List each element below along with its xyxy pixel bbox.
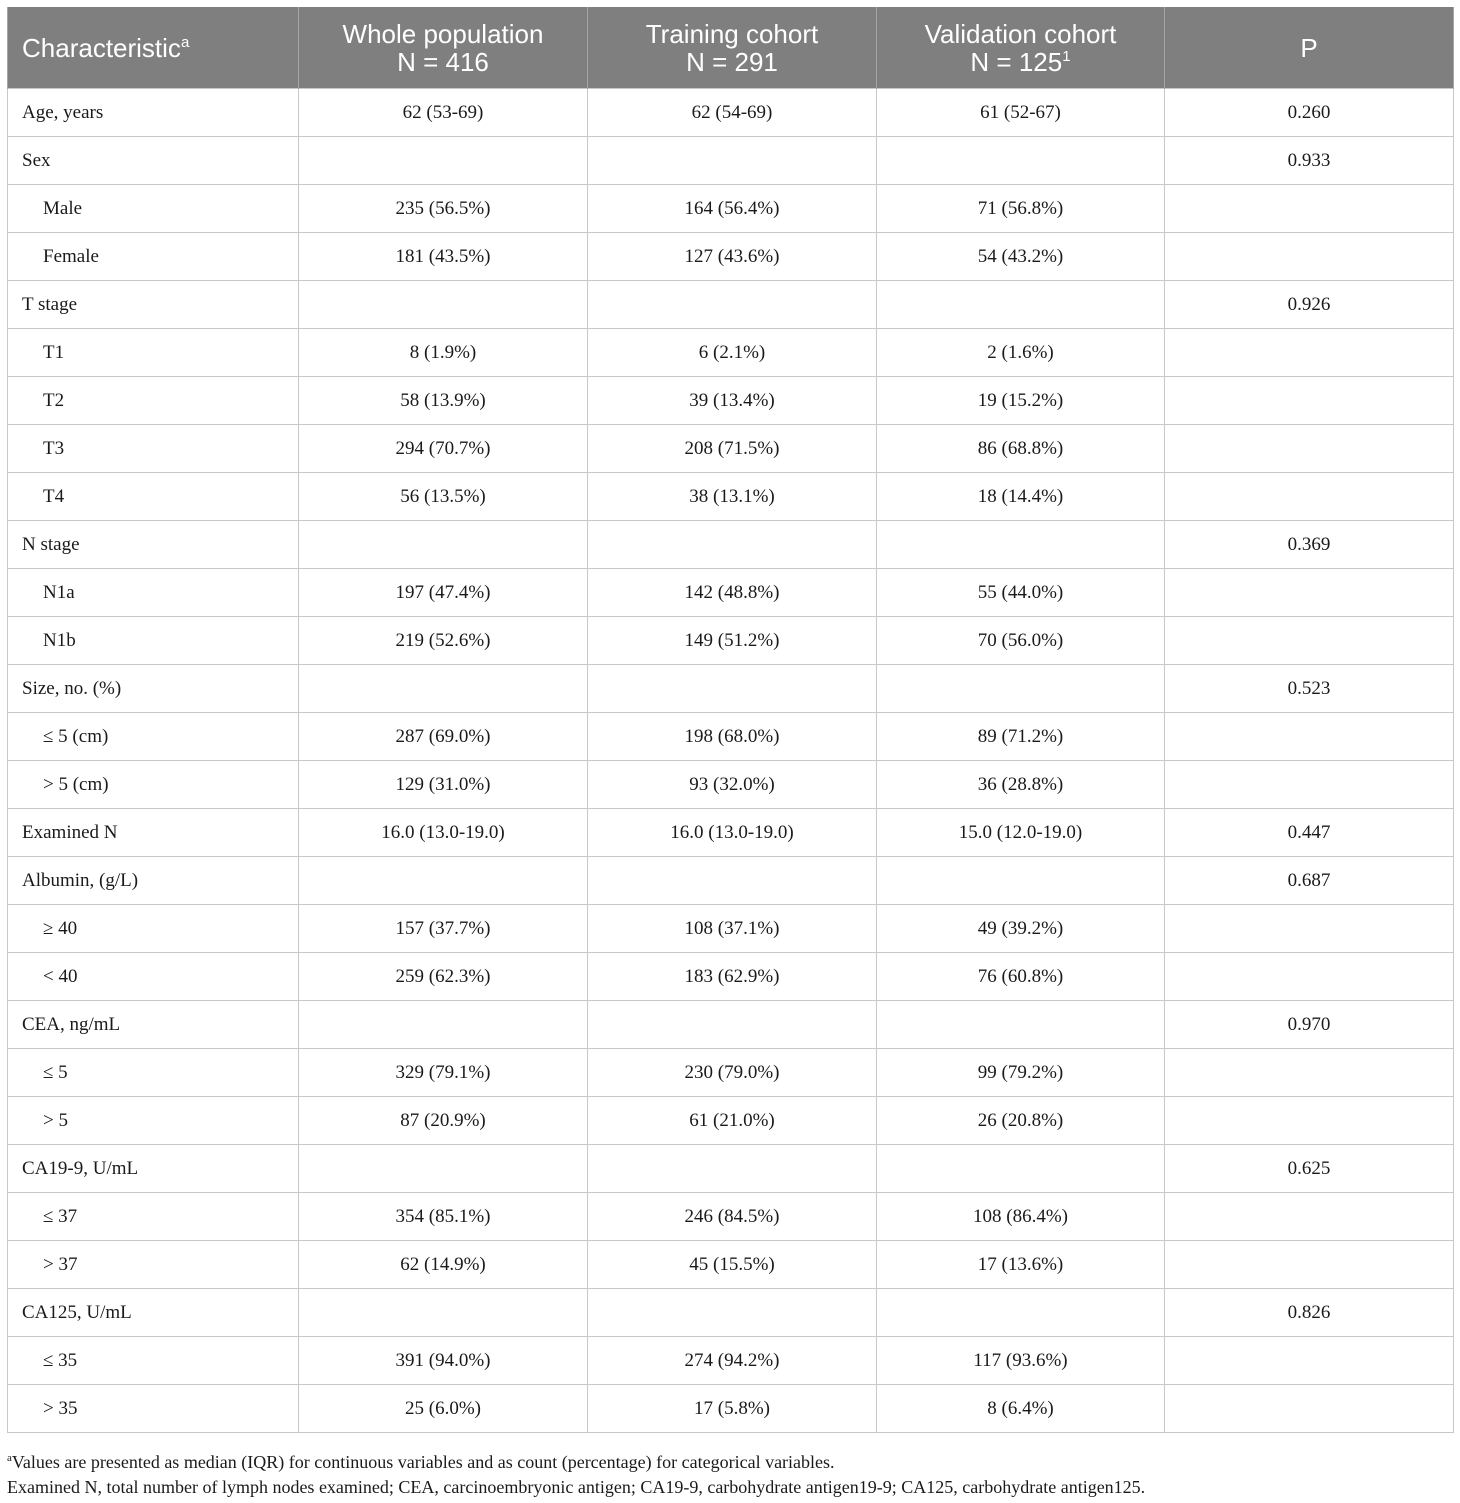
cell-validation	[877, 665, 1165, 713]
cell-training: 274 (94.2%)	[588, 1337, 877, 1385]
cell-whole: 181 (43.5%)	[299, 233, 588, 281]
footnote-abbreviations: Examined N, total number of lymph nodes examined; CEA, carcinoembryonic antigen; CA19-9, carbohydrate antigen19-9; CA125, carbohydrate antigen125.	[7, 1477, 1146, 1497]
row-label: Examined N	[8, 809, 299, 857]
cell-training: 149 (51.2%)	[588, 617, 877, 665]
cell-whole: 56 (13.5%)	[299, 473, 588, 521]
cell-validation	[877, 521, 1165, 569]
header-row	[8, 7, 1454, 89]
cell-p: 0.625	[1165, 1145, 1454, 1193]
cell-whole: 287 (69.0%)	[299, 713, 588, 761]
table-row	[8, 329, 1454, 377]
cell-validation: 49 (39.2%)	[877, 905, 1165, 953]
table-row	[8, 377, 1454, 425]
row-label: ≤ 5	[8, 1049, 299, 1097]
cell-validation: 54 (43.2%)	[877, 233, 1165, 281]
cell-p: 0.926	[1165, 281, 1454, 329]
cell-training: 61 (21.0%)	[588, 1097, 877, 1145]
header-whole-title: Whole population	[342, 18, 544, 49]
cell-validation	[877, 1001, 1165, 1049]
cell-validation: 76 (60.8%)	[877, 953, 1165, 1001]
table-row	[8, 809, 1454, 857]
table-row	[8, 1145, 1454, 1193]
cell-training: 45 (15.5%)	[588, 1241, 877, 1289]
table-row	[8, 425, 1454, 473]
row-label: T4	[8, 473, 299, 521]
table-row	[8, 905, 1454, 953]
cell-p	[1165, 185, 1454, 233]
table-row	[8, 1049, 1454, 1097]
cell-p: 0.826	[1165, 1289, 1454, 1337]
cell-p	[1165, 569, 1454, 617]
row-label: T2	[8, 377, 299, 425]
cell-whole: 354 (85.1%)	[299, 1193, 588, 1241]
cell-training	[588, 1289, 877, 1337]
cell-p: 0.369	[1165, 521, 1454, 569]
cell-training: 198 (68.0%)	[588, 713, 877, 761]
header-validation-cohort	[877, 7, 1165, 89]
header-p-value	[1165, 7, 1454, 89]
row-label: Size, no. (%)	[8, 665, 299, 713]
row-label: > 5	[8, 1097, 299, 1145]
cell-whole: 25 (6.0%)	[299, 1385, 588, 1433]
table-row	[8, 1385, 1454, 1433]
table-row	[8, 617, 1454, 665]
cell-training: 17 (5.8%)	[588, 1385, 877, 1433]
row-label: > 37	[8, 1241, 299, 1289]
cell-whole: 197 (47.4%)	[299, 569, 588, 617]
row-label: N stage	[8, 521, 299, 569]
header-characteristic	[8, 7, 299, 89]
cell-whole: 329 (79.1%)	[299, 1049, 588, 1097]
cell-whole: 219 (52.6%)	[299, 617, 588, 665]
cell-p	[1165, 713, 1454, 761]
row-label: ≤ 5 (cm)	[8, 713, 299, 761]
header-whole-n: N = 416	[397, 46, 489, 77]
cell-whole: 87 (20.9%)	[299, 1097, 588, 1145]
cell-validation: 86 (68.8%)	[877, 425, 1165, 473]
table-row	[8, 1289, 1454, 1337]
row-label: Age, years	[8, 89, 299, 137]
cell-validation: 71 (56.8%)	[877, 185, 1165, 233]
cell-p	[1165, 329, 1454, 377]
header-validation-n: N = 125	[970, 46, 1063, 77]
header-validation-footnote-marker: 1	[1062, 47, 1071, 65]
cell-p: 0.970	[1165, 1001, 1454, 1049]
table-row	[8, 89, 1454, 137]
cell-validation: 17 (13.6%)	[877, 1241, 1165, 1289]
table-row	[8, 185, 1454, 233]
cell-whole: 16.0 (13.0-19.0)	[299, 809, 588, 857]
cell-p	[1165, 1337, 1454, 1385]
cell-training: 16.0 (13.0-19.0)	[588, 809, 877, 857]
cell-training	[588, 1001, 877, 1049]
header-p-label: P	[1300, 32, 1318, 63]
cell-p	[1165, 233, 1454, 281]
cell-p	[1165, 953, 1454, 1001]
cell-whole: 235 (56.5%)	[299, 185, 588, 233]
cell-training	[588, 281, 877, 329]
row-label: ≤ 35	[8, 1337, 299, 1385]
row-label: Sex	[8, 137, 299, 185]
cell-validation: 26 (20.8%)	[877, 1097, 1165, 1145]
table-row	[8, 857, 1454, 905]
cell-validation	[877, 1289, 1165, 1337]
cell-validation	[877, 281, 1165, 329]
footnote-a	[7, 1450, 1453, 1475]
cell-p	[1165, 1049, 1454, 1097]
table-row	[8, 233, 1454, 281]
cell-p: 0.260	[1165, 89, 1454, 137]
cell-whole: 58 (13.9%)	[299, 377, 588, 425]
cell-whole: 391 (94.0%)	[299, 1337, 588, 1385]
row-label: T1	[8, 329, 299, 377]
cell-training: 62 (54-69)	[588, 89, 877, 137]
cell-validation: 36 (28.8%)	[877, 761, 1165, 809]
row-label: N1a	[8, 569, 299, 617]
cell-p	[1165, 1097, 1454, 1145]
row-label: ≤ 37	[8, 1193, 299, 1241]
table-row	[8, 1097, 1454, 1145]
header-whole-population	[299, 7, 588, 89]
table-row	[8, 1193, 1454, 1241]
cell-training: 142 (48.8%)	[588, 569, 877, 617]
cell-whole	[299, 1289, 588, 1337]
cell-validation: 89 (71.2%)	[877, 713, 1165, 761]
cell-p	[1165, 905, 1454, 953]
cell-p: 0.523	[1165, 665, 1454, 713]
row-label: T3	[8, 425, 299, 473]
header-training-n: N = 291	[686, 46, 778, 77]
cell-training	[588, 857, 877, 905]
cell-validation: 108 (86.4%)	[877, 1193, 1165, 1241]
table-row	[8, 713, 1454, 761]
row-label: CA125, U/mL	[8, 1289, 299, 1337]
cell-whole: 259 (62.3%)	[299, 953, 588, 1001]
row-label: N1b	[8, 617, 299, 665]
cell-p	[1165, 1193, 1454, 1241]
cell-p	[1165, 1241, 1454, 1289]
cell-validation: 61 (52-67)	[877, 89, 1165, 137]
cell-validation: 55 (44.0%)	[877, 569, 1165, 617]
cell-p	[1165, 617, 1454, 665]
cell-whole: 62 (53-69)	[299, 89, 588, 137]
cell-p	[1165, 761, 1454, 809]
table-row	[8, 473, 1454, 521]
cell-p: 0.933	[1165, 137, 1454, 185]
cell-whole	[299, 1145, 588, 1193]
cell-training: 108 (37.1%)	[588, 905, 877, 953]
header-validation-title: Validation cohort	[924, 18, 1117, 49]
table-container	[7, 7, 1453, 1433]
cell-validation: 70 (56.0%)	[877, 617, 1165, 665]
cell-p	[1165, 377, 1454, 425]
row-label: > 35	[8, 1385, 299, 1433]
cell-whole	[299, 281, 588, 329]
cell-training: 183 (62.9%)	[588, 953, 877, 1001]
cell-p: 0.447	[1165, 809, 1454, 857]
cell-p	[1165, 473, 1454, 521]
cell-whole: 129 (31.0%)	[299, 761, 588, 809]
row-label: Female	[8, 233, 299, 281]
cell-training	[588, 665, 877, 713]
characteristics-table	[7, 7, 1454, 1433]
cell-whole	[299, 521, 588, 569]
table-row	[8, 1001, 1454, 1049]
cell-validation: 15.0 (12.0-19.0)	[877, 809, 1165, 857]
footnote-a-text: Values are presented as median (IQR) for continuous variables and as count (percentage) for categorical variables.	[11, 1452, 835, 1472]
row-label: T stage	[8, 281, 299, 329]
cell-training: 39 (13.4%)	[588, 377, 877, 425]
cell-validation: 117 (93.6%)	[877, 1337, 1165, 1385]
cell-training: 246 (84.5%)	[588, 1193, 877, 1241]
cell-training: 208 (71.5%)	[588, 425, 877, 473]
footnote-a-marker: a	[7, 1452, 12, 1464]
cell-p: 0.687	[1165, 857, 1454, 905]
table-body	[8, 89, 1454, 1433]
cell-validation	[877, 857, 1165, 905]
row-label: ≥ 40	[8, 905, 299, 953]
table-row	[8, 1337, 1454, 1385]
cell-training: 38 (13.1%)	[588, 473, 877, 521]
cell-validation: 19 (15.2%)	[877, 377, 1165, 425]
cell-validation	[877, 137, 1165, 185]
row-label: > 5 (cm)	[8, 761, 299, 809]
cell-whole	[299, 1001, 588, 1049]
cell-whole	[299, 137, 588, 185]
header-training-cohort	[588, 7, 877, 89]
cell-whole: 8 (1.9%)	[299, 329, 588, 377]
cell-validation: 8 (6.4%)	[877, 1385, 1165, 1433]
cell-training: 6 (2.1%)	[588, 329, 877, 377]
row-label: CA19-9, U/mL	[8, 1145, 299, 1193]
cell-validation	[877, 1145, 1165, 1193]
cell-p	[1165, 425, 1454, 473]
table-footnotes	[7, 1450, 1453, 1500]
row-label: < 40	[8, 953, 299, 1001]
table-row	[8, 281, 1454, 329]
cell-training: 127 (43.6%)	[588, 233, 877, 281]
cell-training: 230 (79.0%)	[588, 1049, 877, 1097]
cell-validation: 2 (1.6%)	[877, 329, 1165, 377]
cell-training	[588, 1145, 877, 1193]
cell-whole: 294 (70.7%)	[299, 425, 588, 473]
cell-p	[1165, 1385, 1454, 1433]
cell-validation: 18 (14.4%)	[877, 473, 1165, 521]
cell-whole: 157 (37.7%)	[299, 905, 588, 953]
cell-training	[588, 137, 877, 185]
header-characteristic-label: Characteristic	[22, 32, 181, 63]
header-characteristic-footnote-marker: a	[180, 33, 190, 51]
table-row	[8, 569, 1454, 617]
table-row	[8, 1241, 1454, 1289]
cell-validation: 99 (79.2%)	[877, 1049, 1165, 1097]
table-row	[8, 137, 1454, 185]
table-header	[8, 7, 1454, 89]
table-row	[8, 761, 1454, 809]
header-training-title: Training cohort	[645, 18, 819, 49]
cell-training	[588, 521, 877, 569]
row-label: CEA, ng/mL	[8, 1001, 299, 1049]
cell-training: 164 (56.4%)	[588, 185, 877, 233]
cell-whole	[299, 857, 588, 905]
cell-training: 93 (32.0%)	[588, 761, 877, 809]
cell-whole: 62 (14.9%)	[299, 1241, 588, 1289]
table-row	[8, 953, 1454, 1001]
table-row	[8, 665, 1454, 713]
table-row	[8, 521, 1454, 569]
cell-whole	[299, 665, 588, 713]
row-label: Albumin, (g/L)	[8, 857, 299, 905]
row-label: Male	[8, 185, 299, 233]
